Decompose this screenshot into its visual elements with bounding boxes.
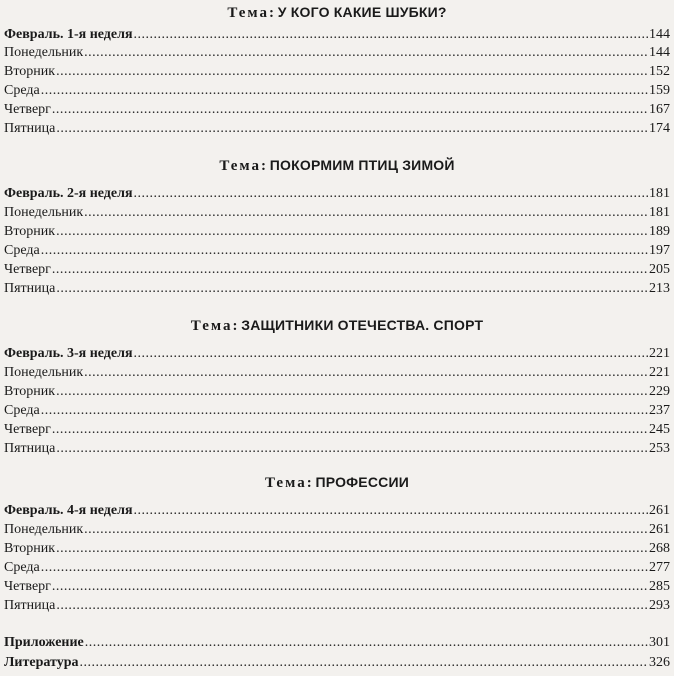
dot-leader [56,440,648,458]
toc-day-entry[interactable] [4,280,670,298]
section-topic: ПРОФЕССИИ [315,474,409,490]
toc-entry-title: Четверг [4,262,51,277]
toc-day-entry[interactable] [4,120,670,138]
dot-leader [52,578,648,596]
toc-entry-title: Среда [4,560,40,575]
toc-day-entry[interactable] [4,578,670,596]
toc-day-entry[interactable] [4,402,670,420]
toc-day-entry[interactable] [4,559,670,577]
toc-day-entry[interactable] [4,421,670,439]
dot-leader [52,421,648,439]
toc-entry-title: Среда [4,83,40,98]
section-topic: У КОГО КАКИЕ ШУБКИ? [277,4,447,20]
toc-entry-title: Пятница [4,281,56,296]
dot-leader [41,82,648,100]
toc-page-number: 167 [649,102,670,117]
toc-page-number: 326 [649,655,670,670]
section-colon: : [232,318,238,334]
dot-leader [56,280,648,298]
dot-leader [56,120,648,138]
dot-leader [56,223,648,241]
toc-page-number: 213 [649,281,670,296]
section-title [0,317,674,335]
toc-day-entry[interactable] [4,204,670,222]
toc-entry-title: Среда [4,243,40,258]
section-label: Тема [219,158,262,174]
toc-entry-title: Февраль. 4-я неделя [4,503,133,518]
toc-page-number: 181 [649,186,670,201]
toc-entry-title: Февраль. 1-я неделя [4,27,133,42]
toc-page-number: 159 [649,83,670,98]
section-colon: : [306,475,312,491]
toc-page-number: 261 [649,503,670,518]
toc-literature-entry[interactable] [4,654,670,672]
toc-page-number: 285 [649,579,670,594]
toc-entry-title: Пятница [4,441,56,456]
dot-leader [134,502,648,520]
dot-leader [41,242,648,260]
section-label: Тема [227,5,270,21]
toc-day-entry[interactable] [4,261,670,279]
section-topic: ЗАЩИТНИКИ ОТЕЧЕСТВА. СПОРТ [241,317,484,333]
dot-leader [84,204,648,222]
toc-page-number: 253 [649,441,670,456]
dot-leader [84,44,648,62]
dot-leader [134,345,648,363]
dot-leader [52,101,648,119]
toc-entry-title: Четверг [4,422,51,437]
toc-page-number: 174 [649,121,670,136]
dot-leader [134,26,648,44]
toc-day-entry[interactable] [4,540,670,558]
toc-page-number: 197 [649,243,670,258]
toc-entry-title: Вторник [4,384,56,399]
toc-entry-title: Понедельник [4,45,84,60]
dot-leader [134,185,648,203]
toc-page-number: 277 [649,560,670,575]
toc-day-entry[interactable] [4,521,670,539]
toc-page-number: 268 [649,541,670,556]
toc-entry-title: Пятница [4,598,56,613]
toc-entry-title: Четверг [4,579,51,594]
toc-page-number: 261 [649,522,670,537]
toc-entry-title: Понедельник [4,205,84,220]
toc-page-number: 144 [649,27,670,42]
toc-day-entry[interactable] [4,383,670,401]
dot-leader [84,364,648,382]
section-title [0,157,674,175]
toc-page-number: 189 [649,224,670,239]
toc-entry-title: Вторник [4,64,56,79]
toc-page-number: 205 [649,262,670,277]
toc-week-entry[interactable] [4,345,670,363]
toc-entry-title: Среда [4,403,40,418]
toc-day-entry[interactable] [4,242,670,260]
toc-page-number: 301 [649,635,670,650]
toc-day-entry[interactable] [4,364,670,382]
toc-day-entry[interactable] [4,63,670,81]
dot-leader [41,559,648,577]
toc-entry-title: Февраль. 3-я неделя [4,346,133,361]
dot-leader [56,383,648,401]
toc-page-number: 221 [649,346,670,361]
section-topic: ПОКОРМИМ ПТИЦ ЗИМОЙ [269,157,455,173]
toc-week-entry[interactable] [4,185,670,203]
dot-leader [85,634,648,652]
dot-leader [41,402,648,420]
section-label: Тема [264,475,307,491]
dot-leader [52,261,648,279]
toc-page-number: 144 [649,45,670,60]
toc-day-entry[interactable] [4,440,670,458]
toc-appendix-entry[interactable] [4,634,670,652]
toc-week-entry[interactable] [4,26,670,44]
toc-day-entry[interactable] [4,82,670,100]
toc-entry-title: Понедельник [4,365,84,380]
section-colon: : [269,5,275,21]
toc-entry-title: Понедельник [4,522,84,537]
dot-leader [56,597,648,615]
toc-day-entry[interactable] [4,101,670,119]
toc-entry-title: Февраль. 2-я неделя [4,186,133,201]
toc-entry-title: Пятница [4,121,56,136]
toc-entry-title: Приложение [4,635,84,650]
toc-entry-title: Вторник [4,224,56,239]
toc-page-number: 237 [649,403,670,418]
toc-day-entry[interactable] [4,597,670,615]
section-colon: : [261,158,267,174]
section-label: Тема [190,318,233,334]
dot-leader [56,540,648,558]
dot-leader [80,654,649,672]
toc-page-number: 229 [649,384,670,399]
toc-page-number: 181 [649,205,670,220]
toc-day-entry[interactable] [4,44,670,62]
toc-week-entry[interactable] [4,502,670,520]
toc-entry-title: Вторник [4,541,56,556]
toc-entry-title: Литература [4,655,79,670]
dot-leader [56,63,648,81]
section-title [0,4,674,22]
toc-day-entry[interactable] [4,223,670,241]
toc-page-number: 221 [649,365,670,380]
section-title [0,474,674,492]
toc-page-number: 293 [649,598,670,613]
dot-leader [84,521,648,539]
toc-page-number: 245 [649,422,670,437]
toc-page-number: 152 [649,64,670,79]
toc-entry-title: Четверг [4,102,51,117]
